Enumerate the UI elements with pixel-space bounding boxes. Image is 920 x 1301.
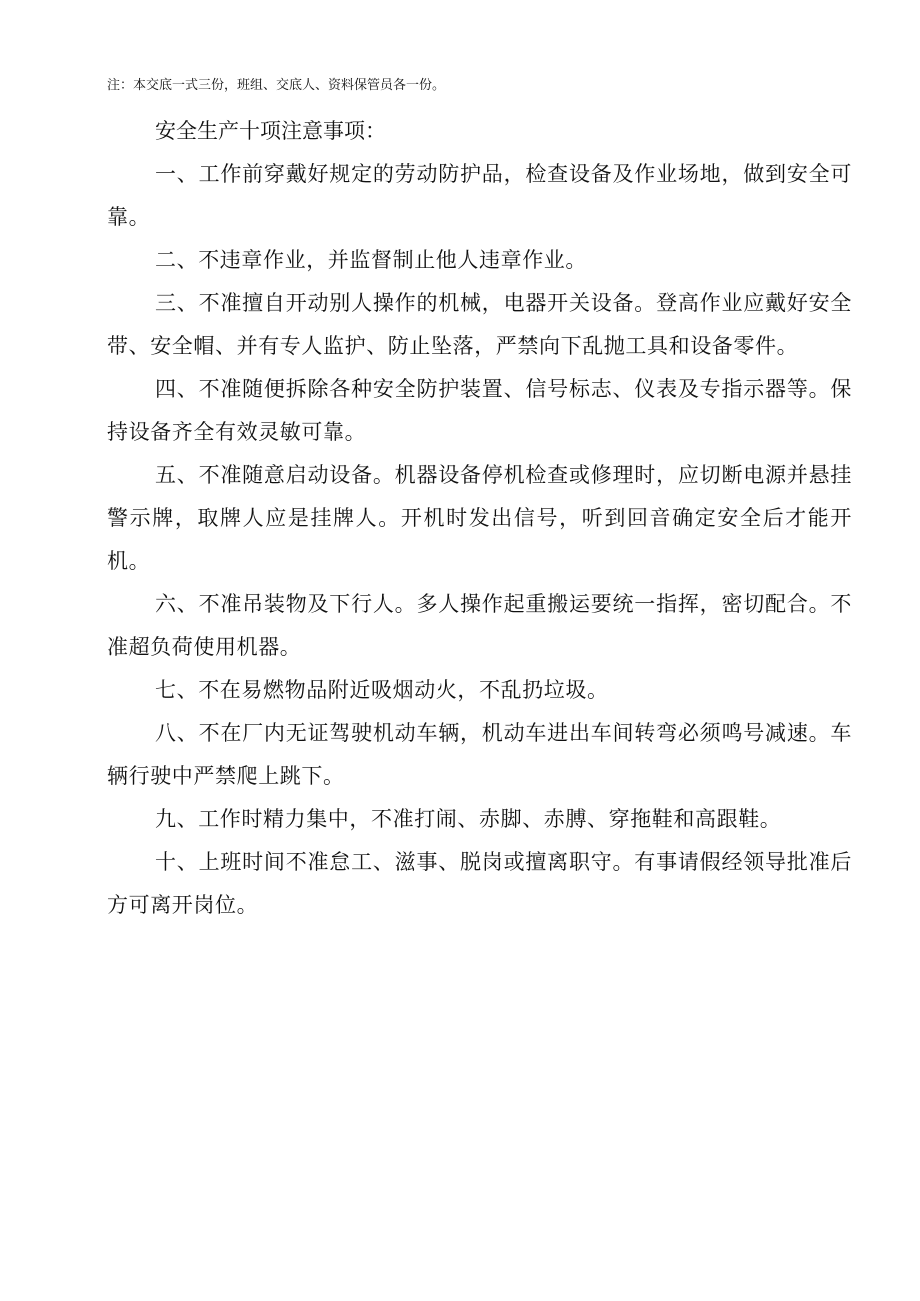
safety-item-4: 四、不准随便拆除各种安全防护装置、信号标志、仪表及专指示器等。保持设备齐全有效灵敏可靠。: [107, 377, 852, 444]
safety-item-8: 八、不在厂内无证驾驶机动车辆，机动车进出车间转弯必须鸣号减速。车辆行驶中严禁爬上跳下。: [107, 721, 852, 788]
safety-item-9: 九、工作时精力集中，不准打闹、赤脚、赤膊、穿拖鞋和高跟鞋。: [155, 807, 782, 831]
safety-item-10: 十、上班时间不准怠工、滋事、脱岗或擅离职守。有事请假经领导批准后方可离开岗位。: [107, 850, 852, 917]
section-heading: 安全生产十项注意事项：: [155, 119, 386, 143]
safety-item-7: 七、不在易燃物品附近吸烟动火，不乱扔垃圾。: [155, 678, 609, 702]
safety-item-2: 二、不违章作业，并监督制止他人违章作业。: [155, 248, 587, 272]
safety-items-list: [107, 153, 852, 927]
safety-item-5: 五、不准随意启动设备。机器设备停机检查或修理时，应切断电源并悬挂警示牌，取牌人应是挂牌人。开机时发出信号，听到回音确定安全后才能开机。: [107, 463, 852, 573]
safety-item-1: 一、工作前穿戴好规定的劳动防护品，检查设备及作业场地，做到安全可靠。: [107, 162, 852, 229]
safety-item-6: 六、不准吊装物及下行人。多人操作起重搬运要统一指挥，密切配合。不准超负荷使用机器。: [107, 592, 852, 659]
distribution-note: 注：本交底一式三份，班组、交底人、资料保管员各一份。: [107, 78, 446, 93]
safety-item-3: 三、不准擅自开动别人操作的机械，电器开关设备。登高作业应戴好安全带、安全帽、并有专人监护、防止坠落，严禁向下乱抛工具和设备零件。: [107, 291, 852, 358]
